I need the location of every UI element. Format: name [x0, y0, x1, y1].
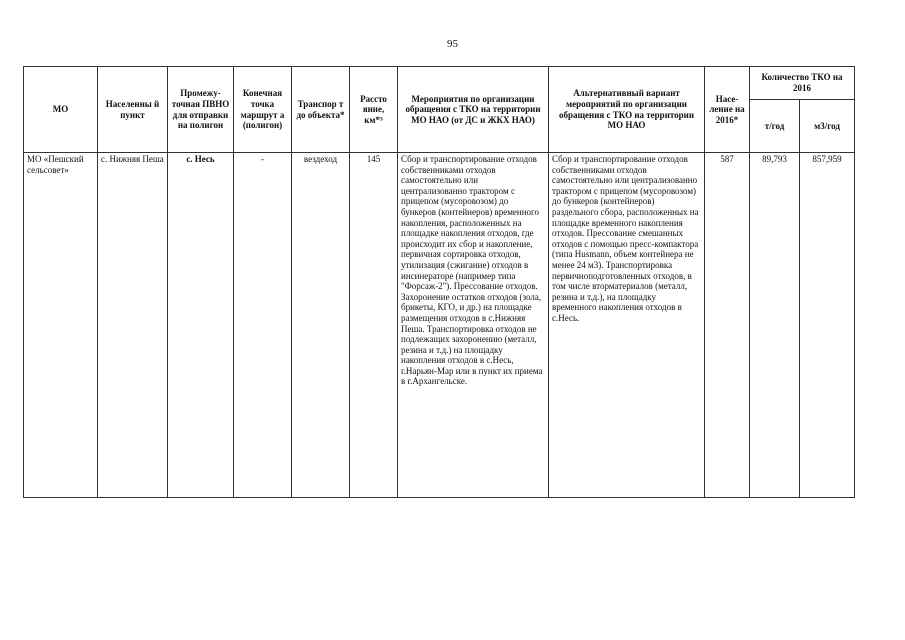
- cell-transport: вездеход: [292, 153, 350, 498]
- header-measures: Мероприятия по организации обращения с ТКО на территории МО НАО (от ДС и ЖКХ НАО): [398, 67, 549, 153]
- cell-t-per-year: 89,793: [750, 153, 800, 498]
- table-row: [24, 153, 855, 498]
- cell-pvno: с. Несь: [168, 153, 234, 498]
- waste-management-table: [23, 66, 855, 498]
- cell-m3-per-year: 857,959: [800, 153, 855, 498]
- page-number: 95: [447, 38, 458, 50]
- cell-population: 587: [705, 153, 750, 498]
- cell-distance: 145: [350, 153, 398, 498]
- header-m3-per-year: м3/год: [800, 100, 855, 153]
- header-settlement: Населенны й пункт: [98, 67, 168, 153]
- header-tko-quantity: Количество ТКО на 2016: [750, 67, 855, 100]
- header-row-1: [24, 67, 855, 100]
- header-mo: МО: [24, 67, 98, 153]
- cell-measures: Сбор и транспортирование отходов собственниками отходов самостоятельно или централизованно трактором с прицепом (мусоровозом) до бункеров (контейнеров) временного накопления, расположенных на площадке накопления отходов, где происходит их сбор и накопление, первичная сортировка отходов, утилизация (сжигание) отходов в инсинераторе (например типа "Форсаж-2"). Прессование отходов. Захоронение остатков отходов (зола, брикеты, КГО, и др.) на площадке размещения отходов в с.Нижняя Пеша. Транспортировка отходов не подлежащих захоронению (металл, резина и т.д.) на площадку накопления отходов в с.Несь, г.Нарьян-Мар или в пункт их приема в г.Архангельске.: [398, 153, 549, 498]
- header-alternative: Альтернативный вариант мероприятий по организации обращения с ТКО на территории МО НАО: [549, 67, 705, 153]
- header-pvno: Промежу-точная ПВНО для отправки на полигон: [168, 67, 234, 153]
- cell-endpoint: -: [234, 153, 292, 498]
- header-t-per-year: т/год: [750, 100, 800, 153]
- header-transport: Транспор т до объекта*: [292, 67, 350, 153]
- cell-settlement: с. Нижняя Пеша: [98, 153, 168, 498]
- header-distance: Рассто яние, км*³: [350, 67, 398, 153]
- header-population: Насе-ление на 2016*: [705, 67, 750, 153]
- cell-mo: МО «Пешский сельсовет»: [24, 153, 98, 498]
- header-endpoint: Конечная точка маршрут а (полигон): [234, 67, 292, 153]
- cell-alternative: Сбор и транспортирование отходов собственниками отходов самостоятельно или централизованно трактором с прицепом (мусоровозом) до бункеров (контейнеров) раздельного сбора, расположенных на площадке временного накопления отходов. Прессование смешанных отходов с помощью пресс-компактора (типа Husmann, объем контейнера не менее 24 м3). Транспортировка первичноподготовленных отходов, в том числе вторматериалов (металл, резина и т.д.), на площадку временного накопления отходов в с.Несь.: [549, 153, 705, 498]
